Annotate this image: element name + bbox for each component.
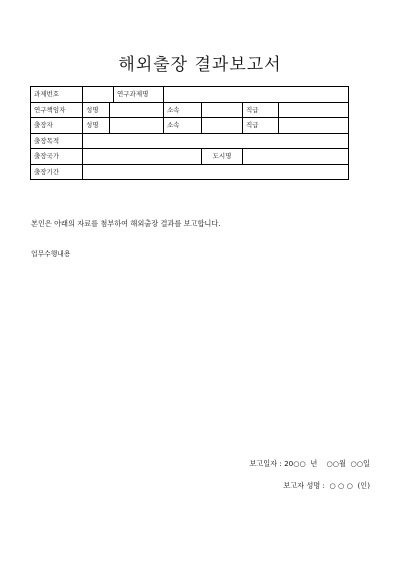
- table-row-traveler: [31, 118, 349, 134]
- table-row-task: [31, 87, 349, 103]
- table-row-principal-investigator: [31, 102, 349, 118]
- traveler-name-field[interactable]: [110, 118, 164, 134]
- trip-country-label: 출장국가: [31, 149, 83, 165]
- pi-rank-label: 직급: [243, 102, 279, 118]
- traveler-affiliation-field[interactable]: [202, 118, 243, 134]
- table-row-period: [31, 164, 349, 180]
- reporter-signature-line: 보고자 성명 : ○ ○ ○ (인): [283, 481, 370, 490]
- trip-purpose-label: 출장목적: [31, 133, 83, 149]
- table-row-purpose: [31, 133, 349, 149]
- report-date-line: 보고일자 : 20○○ 년 ○○월 ○○일: [249, 459, 370, 468]
- trip-purpose-field[interactable]: [83, 133, 349, 149]
- pi-name-label: 성명: [83, 102, 110, 118]
- city-name-field[interactable]: [243, 149, 349, 165]
- trip-country-field[interactable]: [83, 149, 202, 165]
- pi-affiliation-field[interactable]: [202, 102, 243, 118]
- task-number-label: 과제번호: [31, 87, 83, 103]
- traveler-name-label: 성명: [83, 118, 110, 134]
- task-number-field[interactable]: [83, 87, 114, 103]
- trip-info-table: [30, 86, 349, 180]
- pi-affiliation-label: 소속: [164, 102, 202, 118]
- trip-period-field[interactable]: [83, 164, 349, 180]
- table-row-country: [31, 149, 349, 165]
- document-title: 해외출장 결과보고서: [118, 55, 282, 75]
- research-task-name-label: 연구과제명: [114, 87, 164, 103]
- traveler-affiliation-label: 소속: [164, 118, 202, 134]
- intro-statement: 본인은 아래의 자료를 첨부하여 해외출장 결과를 보고합니다.: [31, 219, 221, 228]
- pi-rank-field[interactable]: [279, 102, 349, 118]
- city-name-label: 도시명: [202, 149, 243, 165]
- pi-name-field[interactable]: [110, 102, 164, 118]
- traveler-rank-label: 직급: [243, 118, 279, 134]
- research-task-name-field[interactable]: [164, 87, 349, 103]
- traveler-rank-field[interactable]: [279, 118, 349, 134]
- traveler-label: 출장자: [31, 118, 83, 134]
- principal-investigator-label: 연구책임자: [31, 102, 83, 118]
- duty-content-heading: 업무수행내용: [31, 250, 71, 258]
- trip-period-label: 출장기간: [31, 164, 83, 180]
